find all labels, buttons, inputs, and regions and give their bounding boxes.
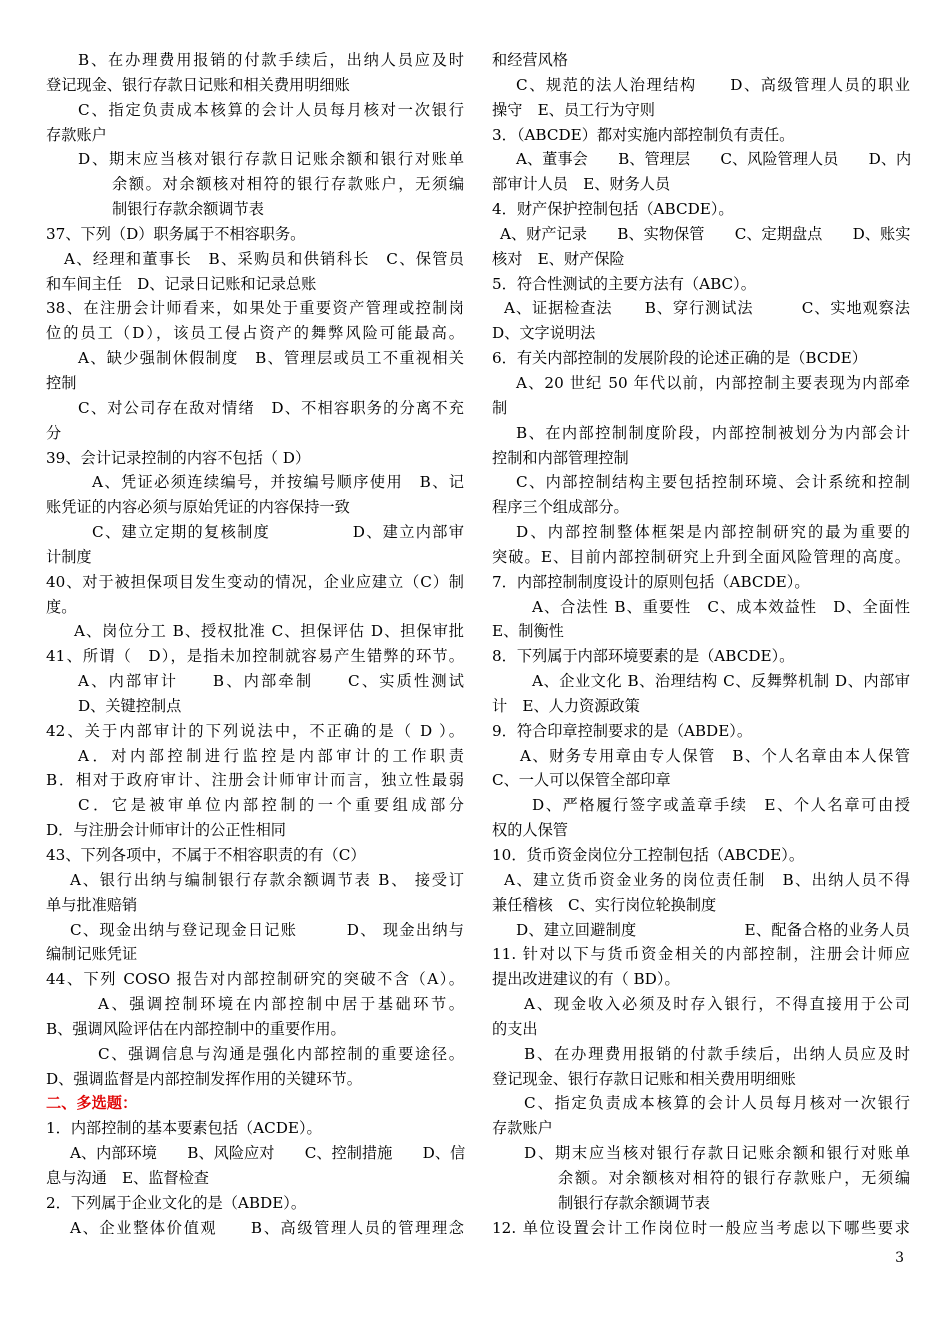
left-text-line: 分	[46, 423, 62, 442]
left-text-line: 单与批准赔销	[46, 895, 138, 914]
right-text-line: 余额。对余额核对相符的银行存款账户，无须编	[558, 1168, 910, 1187]
left-text-line: 43、下列各项中，不属于不相容职责的有（C）	[46, 846, 366, 864]
left-text-line: C、现金出纳与登记现金日记账 D、 现金出纳与	[70, 920, 464, 939]
left-text-line: A、经理和董事长 B、采购员和供销科长 C、保管员	[64, 249, 464, 268]
right-text-line: A、现金收入必须及时存入银行，不得直接用于公司	[524, 995, 910, 1014]
left-text-line: A、银行出纳与编制银行存款余额调节表 B、 接受订	[70, 870, 464, 889]
right-text-line: 8．下列属于内部环境要素的是（ABCDE）。	[492, 647, 795, 666]
left-text-line: 登记现金、银行存款日记账和相关费用明细账	[46, 75, 350, 94]
right-text-line: 9．符合印章控制要求的是（ABDE）。	[492, 721, 753, 740]
left-text-line: A、凭证必须连续编号，并按编号顺序使用 B、记	[92, 473, 464, 492]
left-text-line: B、在办理费用报销的付款手续后，出纳人员应及时	[78, 51, 464, 69]
left-text-line: A、企业整体价值观 B、高级管理人员的管理理念	[70, 1218, 464, 1237]
left-text-line: A．对内部控制进行监控是内部审计的工作职责	[78, 746, 464, 765]
left-text-line: 39、会计记录控制的内容不包括（ D）	[46, 448, 311, 467]
left-text-line: 控制	[46, 373, 77, 392]
left-text-line: 位的员工（D），该员工侵占资产的舞弊风险可能最高。	[46, 324, 464, 343]
page-number: 3	[895, 1250, 904, 1266]
right-text-line: 5．符合性测试的主要方法有（ABC）。	[492, 274, 756, 293]
left-text-line: A、缺少强制休假制度 B、管理层或员工不重视相关	[78, 349, 464, 368]
left-text-line: 账凭证的内容必须与原始凭证的内容保持一致	[46, 498, 350, 517]
left-text-line: B．相对于政府审计、注册会计师审计而言，独立性最弱	[46, 771, 464, 790]
right-text-line: 登记现金、银行存款日记账和相关费用明细账	[492, 1069, 796, 1088]
right-text-line: E、制衡性	[492, 622, 564, 641]
right-text-line: 3．（ABCDE）都对实施内部控制负有责任。	[492, 125, 795, 144]
left-text-column	[46, 48, 464, 1241]
right-text-line: 权的人保管	[492, 821, 568, 840]
left-text-line: 和车间主任 D、记录日记账和记录总账	[46, 274, 317, 293]
left-text-line: 44、下列 COSO 报告对内部控制研究的突破不含（A）。	[46, 970, 464, 989]
right-text-line: D、文字说明法	[492, 324, 596, 343]
left-text-line: 38、在注册会计师看来，如果处于重要资产管理或控制岗	[46, 299, 464, 318]
right-text-line: D、建立回避制度 E、配备合格的业务人员	[516, 920, 910, 939]
left-text-line: 41、所谓（ D），是指未加控制就容易产生错弊的环节。	[46, 647, 464, 666]
right-text-line: A、证据检查法 B、穿行测试法 C、实地观察法	[504, 299, 910, 318]
left-text-line: B、强调风险评估在内部控制中的重要作用。	[46, 1019, 346, 1038]
right-text-line: D、严格履行签字或盖章手续 E、个人名章可由授	[532, 796, 910, 815]
left-text-line: 42、关于内部审计的下列说法中，不正确的是（ D ）。	[46, 721, 464, 740]
right-text-line: A、企业文化 B、治理结构 C、反舞弊机制 D、内部审	[532, 672, 910, 691]
right-text-line: 11. 针对以下与货币资金相关的内部控制，注册会计师应	[492, 945, 910, 964]
right-text-line: 存款账户	[492, 1119, 553, 1138]
right-text-line: A、20 世纪 50 年代以前，内部控制主要表现为内部牵	[516, 373, 910, 392]
left-text-line: C、强调信息与沟通是强化内部控制的重要途径。	[98, 1044, 464, 1063]
right-text-line: 12. 单位设置会计工作岗位时一般应当考虑以下哪些要求	[492, 1218, 910, 1237]
right-text-line: A、合法性 B、重要性 C、成本效益性 D、全面性	[532, 597, 910, 616]
left-text-line: D、期末应当核对银行存款日记账余额和银行对账单	[78, 150, 464, 169]
right-text-line: 部审计人员 E、财务人员	[492, 175, 671, 194]
right-text-line: 兼任稽核 C、实行岗位轮换制度	[492, 895, 717, 914]
right-text-line: 和经营风格	[492, 51, 568, 69]
left-text-line: C、对公司存在敌对情绪 D、不相容职务的分离不充	[78, 398, 464, 417]
left-text-line: C．它是被审单位内部控制的一个重要组成部分	[78, 796, 464, 815]
left-text-line: 2．下列属于企业文化的是（ABDE）。	[46, 1193, 307, 1212]
left-text-line: 37、下列（D）职务属于不相容职务。	[46, 224, 306, 243]
left-text-line: D．与注册会计师审计的公正性相同	[46, 821, 286, 840]
left-text-line: 编制记账凭证	[46, 945, 138, 964]
left-text-line: 计制度	[46, 547, 92, 566]
right-text-line: C、规范的法人治理结构 D、高级管理人员的职业	[516, 75, 910, 94]
right-text-line: 程序三个组成部分。	[492, 498, 629, 517]
left-text-line: A、岗位分工 B、授权批准 C、担保评估 D、担保审批	[74, 622, 464, 641]
right-text-line: 10．货币资金岗位分工控制包括（ABCDE）。	[492, 846, 805, 864]
right-text-line: 7．内部控制制度设计的原则包括（ABCDE）。	[492, 572, 810, 591]
right-text-line: 制银行存款余额调节表	[558, 1193, 710, 1212]
right-text-line: A、董事会 B、管理层 C、风险管理人员 D、内	[516, 150, 912, 169]
left-text-line: 存款账户	[46, 125, 107, 144]
right-text-line: B、在办理费用报销的付款手续后，出纳人员应及时	[524, 1044, 910, 1063]
right-text-line: 4．财产保护控制包括（ABCDE）。	[492, 200, 734, 219]
left-text-line: A、内部审计 B、内部牵制 C、实质性测试	[78, 672, 464, 691]
left-text-line: 制银行存款余额调节表	[112, 200, 264, 219]
right-text-line: 计 E、人力资源政策	[492, 696, 640, 715]
left-text-line: C、指定负责成本核算的会计人员每月核对一次银行	[78, 100, 464, 119]
right-text-line: A、财务专用章由专人保管 B、个人名章由本人保管	[520, 746, 910, 765]
right-text-line: 制	[492, 398, 508, 417]
right-text-line: 操守 E、员工行为守则	[492, 100, 655, 119]
right-text-line: D、期末应当核对银行存款日记账余额和银行对账单	[524, 1144, 910, 1163]
section-heading: 二、多选题：	[46, 1094, 138, 1113]
right-text-line: 核对 E、财产保险	[492, 249, 625, 268]
right-text-column	[492, 48, 910, 1241]
right-text-line: B、在内部控制制度阶段，内部控制被划分为内部会计	[516, 423, 910, 442]
right-text-line: 的支出	[492, 1019, 538, 1038]
right-text-line: 6．有关内部控制的发展阶段的论述正确的是（BCDE）	[492, 349, 867, 368]
right-text-line: D、内部控制整体框架是内部控制研究的最为重要的	[516, 523, 910, 542]
right-text-line: 突破。E、目前内部控制研究上升到全面风险管理的高度。	[492, 547, 910, 566]
right-text-line: 提出改进建议的有（ BD）。	[492, 970, 680, 989]
left-text-line: 息与沟通 E、监督检查	[46, 1168, 209, 1187]
left-text-line: 度。	[46, 597, 77, 616]
right-text-line: C、内部控制结构主要包括控制环境、会计系统和控制	[516, 473, 910, 492]
right-text-line: 控制和内部管理控制	[492, 448, 629, 467]
left-text-line: D、强调监督是内部控制发挥作用的关键环节。	[46, 1069, 362, 1088]
right-text-line: C、一人可以保管全部印章	[492, 771, 671, 790]
right-text-line: C、指定负责成本核算的会计人员每月核对一次银行	[524, 1094, 910, 1113]
left-text-line: 1．内部控制的基本要素包括（ACDE）。	[46, 1119, 322, 1138]
right-text-line: A、建立货币资金业务的岗位责任制 B、出纳人员不得	[504, 870, 910, 889]
left-text-line: A、强调控制环境在内部控制中居于基础环节。	[98, 995, 464, 1014]
right-text-line: A、财产记录 B、实物保管 C、定期盘点 D、账实	[500, 224, 911, 243]
left-text-line: D、关键控制点	[78, 696, 182, 715]
left-text-line: C、建立定期的复核制度 D、建立内部审	[92, 523, 464, 542]
left-text-line: 余额。对余额核对相符的银行存款账户，无须编	[112, 175, 464, 194]
left-text-line: 40、对于被担保项目发生变动的情况，企业应建立（C）制	[46, 572, 464, 591]
left-text-line: A、内部环境 B、风险应对 C、控制措施 D、信	[70, 1144, 466, 1163]
